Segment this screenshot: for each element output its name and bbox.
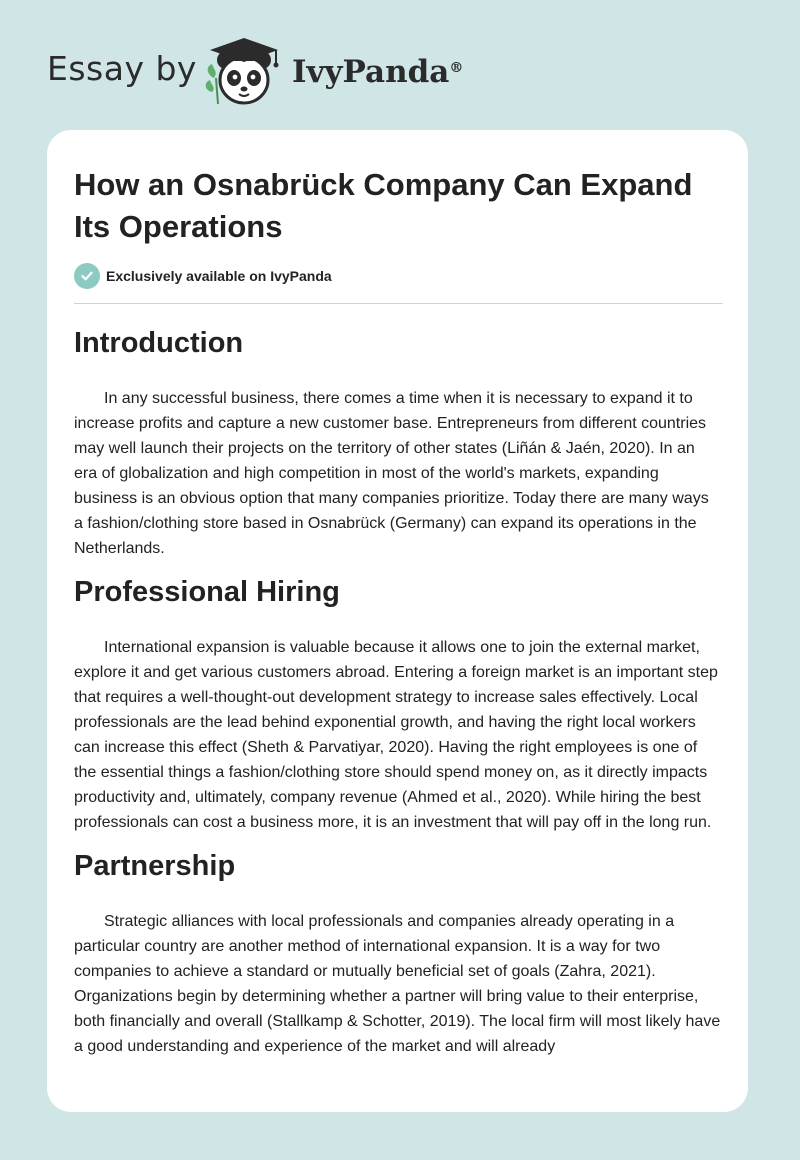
brand-name-text: IvyPanda [292,54,450,90]
section-introduction [74,320,722,561]
check-circle-icon [74,263,100,289]
section-paragraph: International expansion is valuable because it allows one to join the external market, explore it and get various customers abroad. Entering a foreign market is an important step that requires a well-thought-out development strategy to increase sales effectively. Local professionals are the lead behind exponential growth, and having the right local workers can increase this effect (Sheth & Parvatiyar, 2020). Having the right employees is one of the essential things a fashion/clothing store should spend money on, as it directly impacts productivity and, ultimately, company revenue (Ahmed et al., 2020). While hiring the best professionals can cost a business more, it is an investment that will pay off in the long run. [74,639,718,831]
section-heading: Professional Hiring [74,576,340,608]
site-header [0,0,800,120]
badge-text: Exclusively available on IvyPanda [106,268,332,284]
section-paragraph: Strategic alliances with local professionals and companies already operating in a particular country are another method of international expansion. It is a way for two companies to achieve a standard or mutually beneficial set of goals (Zahra, 2021). Organizations begin by determining whether a partner will bring value to their enterprise, both financially and overall (Stallkamp & Schotter, 2019). The local firm will most likely have a good understanding and experience of the market and will already [74,913,721,1055]
section-heading: Introduction [74,327,244,359]
article-card [47,130,748,1112]
article-content [74,320,722,1059]
section-professional-hiring [74,569,722,835]
section-paragraph: In any successful business, there comes a time when it is necessary to expand it to increase profits and capture a new customer base. Entrepreneurs from different countries may well launch their projects on the territory of other states (Liñán & Jaén, 2020). In an era of globalization and high competition in most of the world's markets, expanding business is an obvious option that many companies prioritize. Today there are many ways a fashion/clothing store based in Osnabrück (Germany) can expand its operations in the Netherlands. [74,390,709,557]
brand-name[interactable] [292,52,463,92]
article-title: How an Osnabrück Company Can Expand Its Operations [74,167,693,244]
exclusive-badge [74,263,332,289]
title-divider [74,303,723,304]
registered-mark: ® [449,60,464,76]
section-partnership [74,843,722,1059]
brand-prefix: Essay by [47,49,197,88]
section-heading: Partnership [74,850,236,882]
panda-graduate-icon[interactable] [200,34,290,110]
